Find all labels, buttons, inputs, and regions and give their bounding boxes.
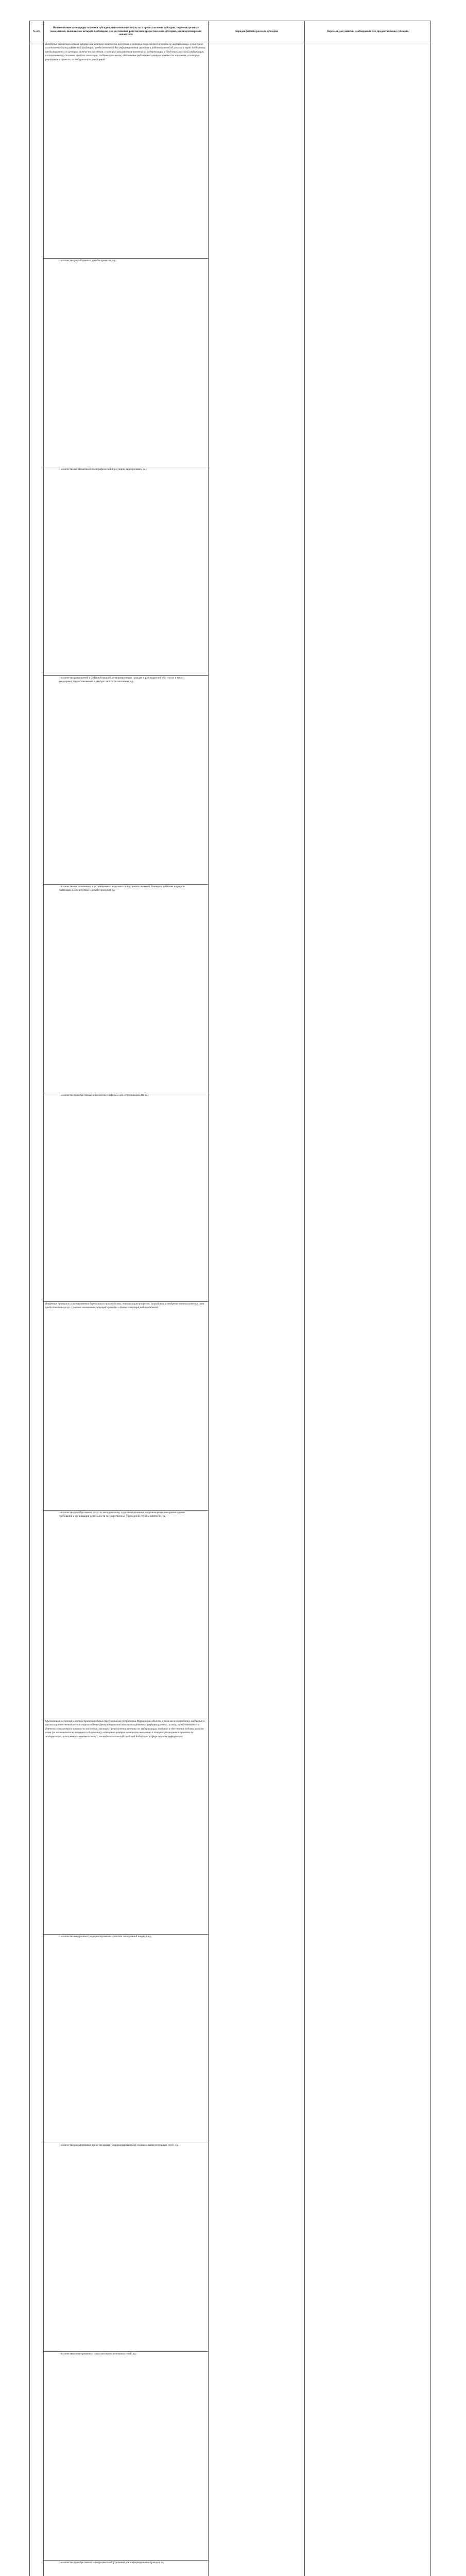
- indicator-row: [44, 1935, 208, 2143]
- indicator-text: - количество приобретенных комплектов униформы для сотрудников ЦЗН, ед.;: [44, 1093, 208, 1302]
- goal-text: Организация внедрения и распространения единых требований на территории Мурманской области, в том числе разработку, внедрение и организационно-методическое сопровождение функционирования автоматизированных информационных систем, задействованных в деятельности центров занятости населения, в которых реализуются проекты по модернизации, создание и обеспечение работы каналов связи (за исключением на текущего содержания), оснащение центров занятости населения, в которых реализуются проекты по модернизации, оснащенных в соответствии с законодательством Российской Федерации в сфере защиты информации:: [44, 1719, 208, 1935]
- num-cell: [30, 42, 44, 2576]
- indicator-text: - количество изготовленной полиграфической продукции, видеороликов, ед.;: [44, 467, 208, 676]
- indicator-text: - количество разработанных проектов новых (модернизированных) локально-вычислительных сетей, ед.;: [44, 2143, 208, 2352]
- subsidy-table: [29, 21, 431, 2576]
- name-cell: [44, 42, 209, 2576]
- indicator-row: [44, 885, 208, 1093]
- indicator-row: [44, 2352, 208, 2561]
- indicator-text: - количество внедренных (модернизированных) систем электронной очереди, ед.;: [44, 1935, 208, 2143]
- header-name: Наименование цели предоставления субсидии, наименование результата предоставления субсидии, перечень целевых показателей, выполнение которых необходимо для достижения результатов предоставления субсидии, единица измерения показателя: [44, 21, 209, 42]
- header-docs: Перечень документов, необходимых для предоставления субсидии: [305, 21, 431, 42]
- indicator-text: - количество разработанных дизайн-проектов, ед.;: [44, 259, 208, 467]
- indicator-text: - количество приобретенного электронного оборудования для информирования граждан, ед.: [44, 2561, 208, 2576]
- header-calc: Порядок расчета размера субсидии: [209, 21, 305, 42]
- indicator-text: - количество изготовленных и установленных наружных и внутренних вывесок, баннеров, табличек и средств навигации в соответствии с дизайн-проектом, ед.: [44, 885, 208, 1093]
- indicator-text: - количество приобретенных услуг по методическому и организационному сопровождению внедрения единых требований к организации деятельности государственных учреждений службы занятости, ед.: [44, 1511, 208, 1719]
- indicator-row: [44, 676, 208, 885]
- indicator-row: [44, 2561, 208, 2576]
- indicator-row: [44, 1093, 208, 1302]
- goal-row: [44, 1302, 208, 1511]
- goal-row: [44, 1719, 208, 1935]
- goal-row: [44, 42, 208, 259]
- goal-text: Внедрение принципов и инструментов бережливого производства, оптимизация процессов, разработка и внедрение технологических схем предоставления услуг с учетом жизненных ситуаций граждан и бизнес-ситуаций работодателей:: [44, 1302, 208, 1511]
- docs-cell: [305, 42, 431, 2576]
- goal-text: Внедрение фирменного стиля оформления центров занятости населения, в которых реализуются проекты по модернизации, в том числе изготовление полиграфической продукции, предназначенной для информирования граждан и работодателей об услугах и мерах поддержки, предоставляемых в центрах занятости населения, о которых реализуются проекты по модернизации, в средствах массовой информации, изготовление и установка средств навигации, табличек и вывесок, обеспечение работников центров занятости населения, в которых реализуются проекты по модернизации, униформой: [44, 42, 208, 259]
- indicators-list: [44, 42, 208, 2576]
- indicator-row: [44, 2143, 208, 2352]
- indicator-text: - количество размещений в СМИ публикаций, информирующих граждан и работодателей об услугах и мерах поддержки, предоставляемых в центрах занятости населения, ед.;: [44, 676, 208, 885]
- header-num: № п/п: [30, 21, 44, 42]
- table-body-row: [30, 42, 431, 2576]
- indicator-row: [44, 259, 208, 467]
- indicator-row: [44, 467, 208, 676]
- indicator-text: - количество смонтированных локально-вычислительных сетей, ед.;: [44, 2352, 208, 2561]
- table-header-row: [30, 21, 431, 42]
- indicator-row: [44, 1511, 208, 1719]
- calc-cell: [209, 42, 305, 2576]
